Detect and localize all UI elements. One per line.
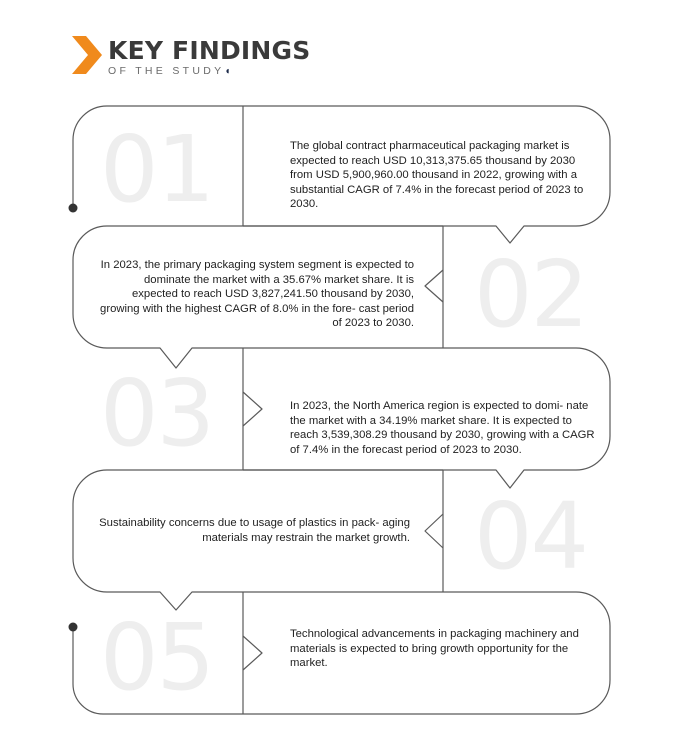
page-subtitle: OF THE STUDY◖ xyxy=(108,65,231,77)
finding-number-02: 02 xyxy=(474,241,588,348)
finding-text-05: Technological advancements in packaging machinery and materials is expected to bring growth opportunity for the market. xyxy=(290,628,579,669)
finding-text-04: Sustainability concerns due to usage of plastics in pack- aging materials may restrain the market growth. xyxy=(99,517,410,544)
finding-text-02: In 2023, the primary packaging system segment is expected to dominate the market with a 35.67% market share. It is expected to reach USD 3,827,241.50 thousand by 2030, growing with the highest CAGR of 8.0% in the fore- cast period of 2023 to 2030. xyxy=(100,259,414,329)
finding-text-01: The global contract pharmaceutical packaging market is expected to reach USD 10,313,375.65 thousand by 2030 from USD 5,900,960.00 thousand in 2022, growing with a substantial CAGR of 7.4% in the forecast period of 2023 to 2030. xyxy=(290,140,584,210)
finding-text-03: In 2023, the North America region is expected to domi- nate the market with a 34.19% market share. It is expected to reach 3,539,308.29 thousand by 2030, growing with a CAGR of 7.4% in the forecast period of 2023 to 2030. xyxy=(290,400,595,456)
finding-number-03: 03 xyxy=(100,360,214,467)
page-title: KEY FINDINGS xyxy=(108,36,311,65)
dot-marker xyxy=(69,623,78,632)
finding-number-01: 01 xyxy=(100,116,214,223)
finding-number-05: 05 xyxy=(100,604,214,711)
dot-marker xyxy=(69,204,78,213)
finding-number-04: 04 xyxy=(474,483,588,590)
